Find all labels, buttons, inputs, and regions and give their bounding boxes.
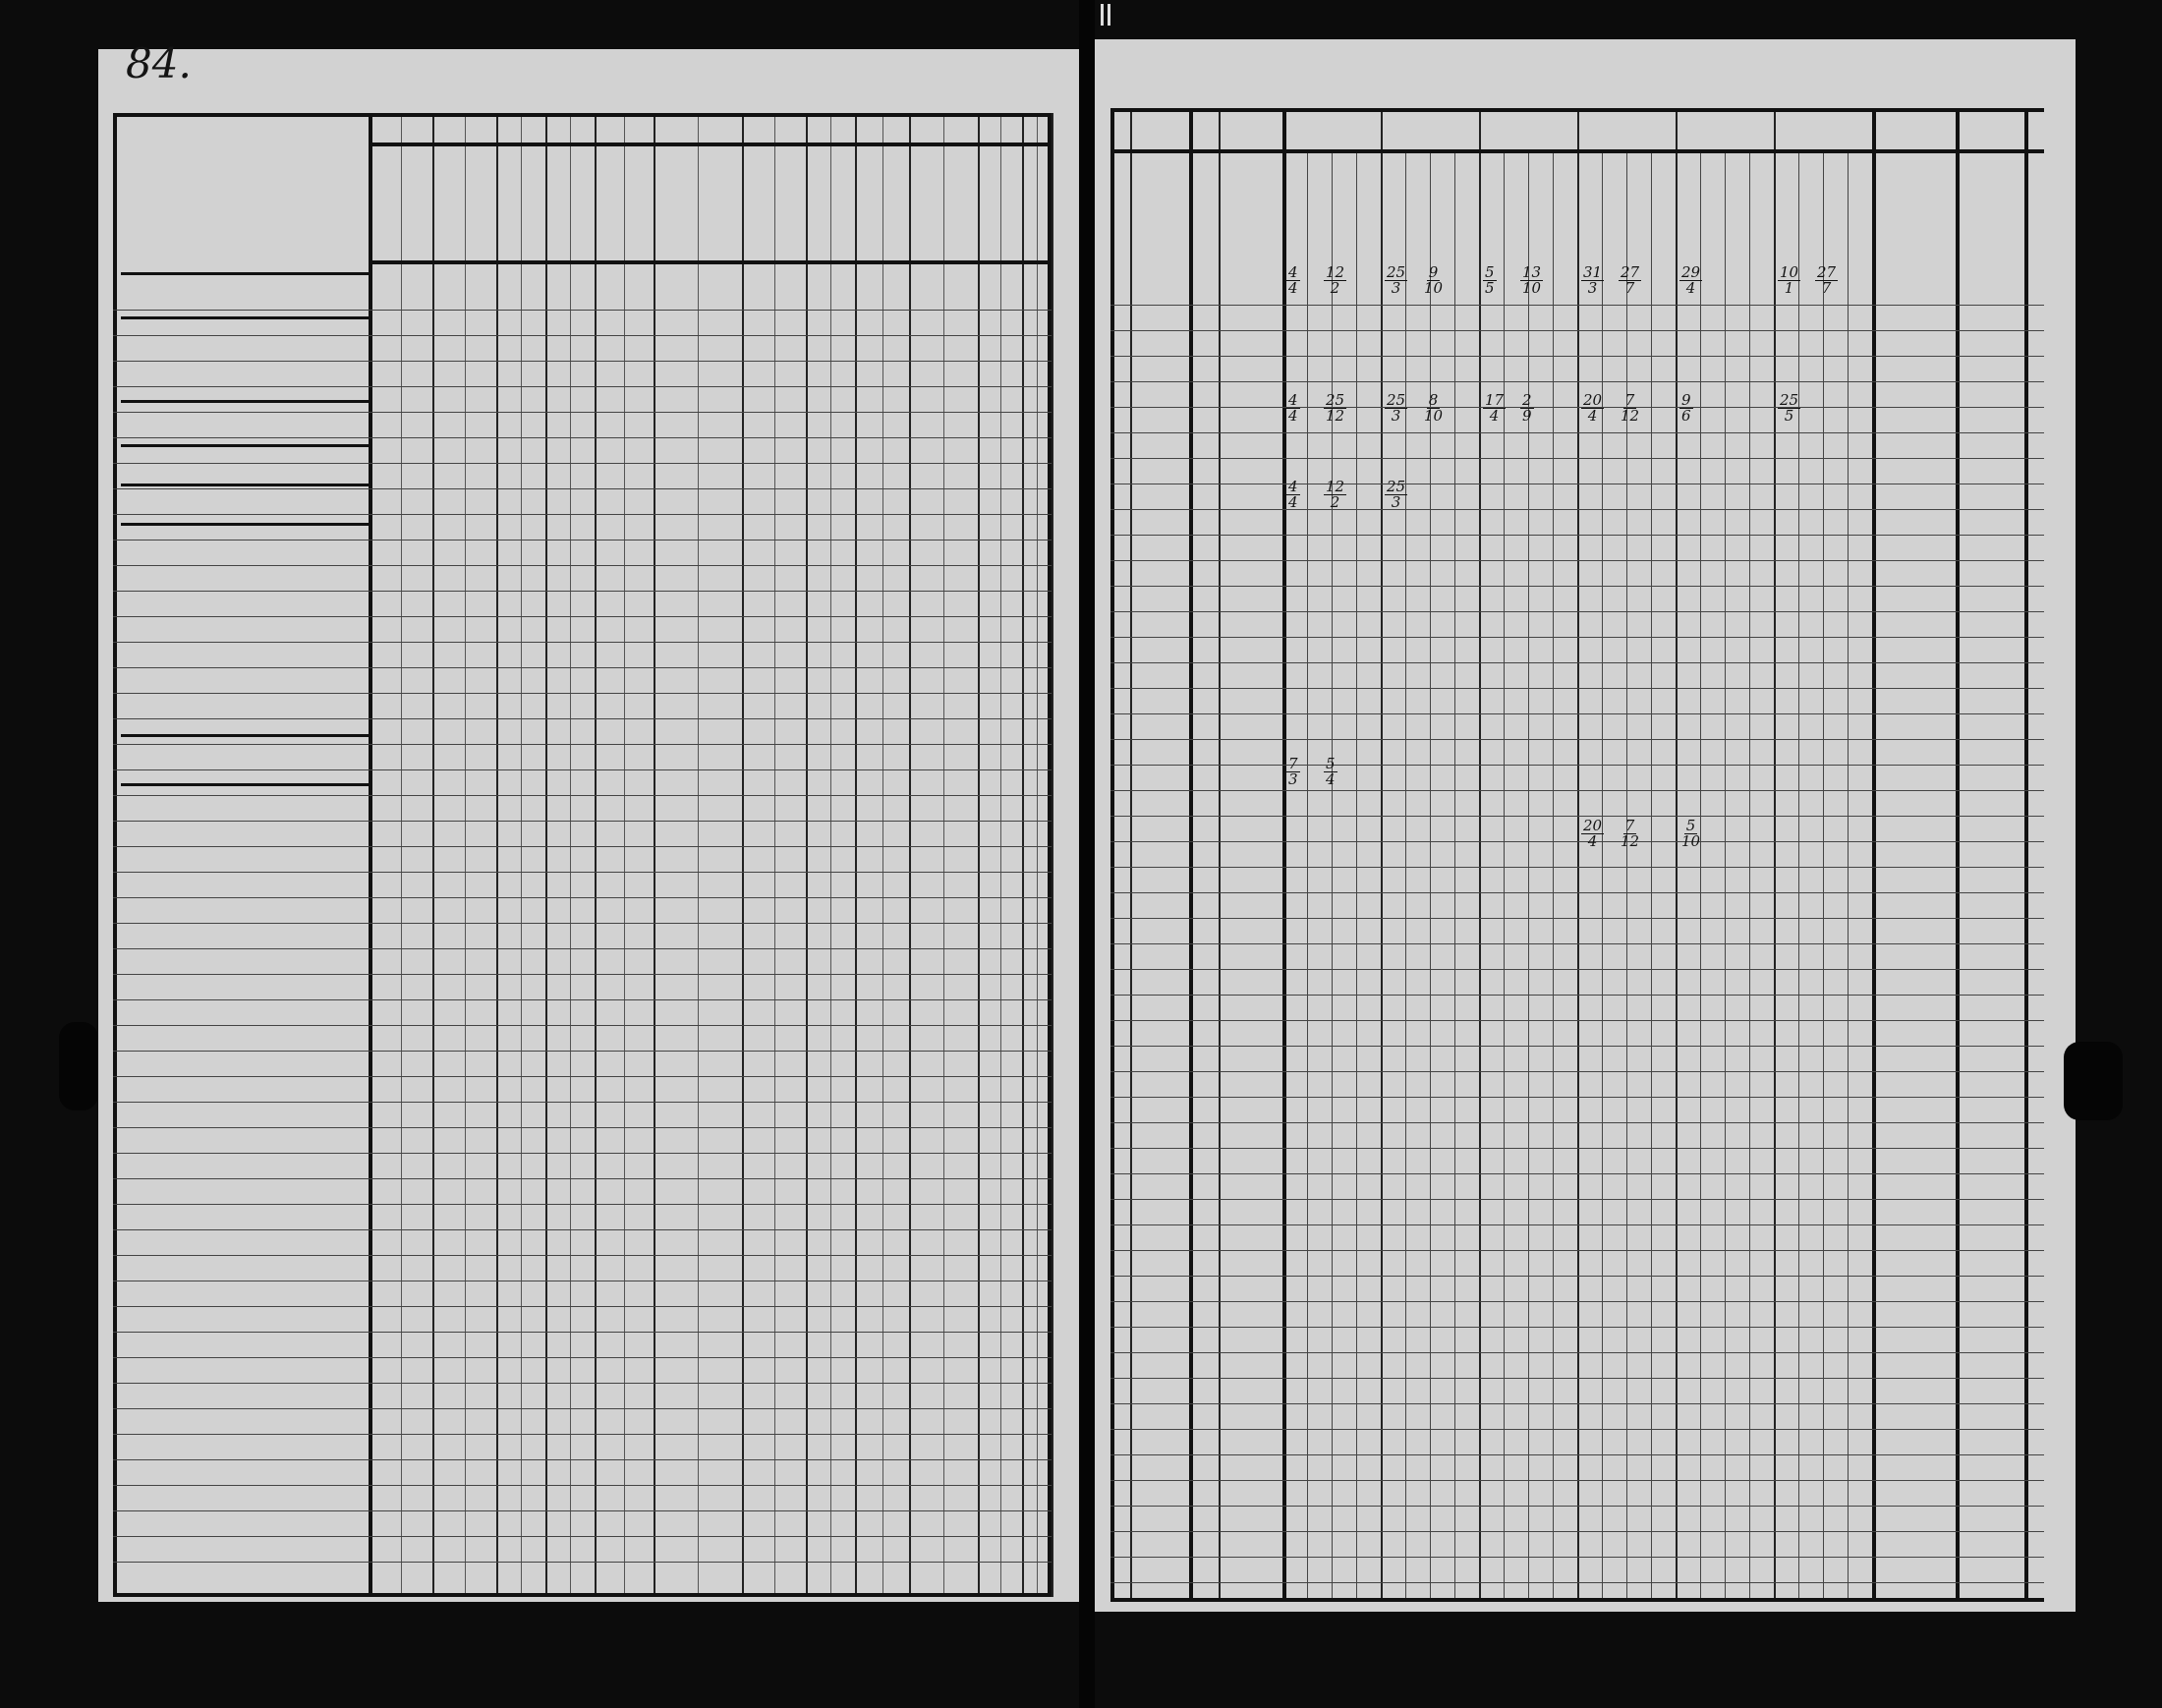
row-rule: [113, 897, 1052, 898]
communion-date: [1385, 393, 1407, 424]
year-subrule: [1430, 152, 1431, 1602]
communion-date: [1679, 819, 1702, 849]
communion-month: 7: [1624, 279, 1635, 297]
communion-date: [1286, 393, 1300, 424]
year-subrule: [1528, 152, 1529, 1602]
book-gutter: [1079, 0, 1095, 1708]
communion-date: [1483, 393, 1506, 424]
communion-date: [1778, 265, 1800, 296]
header-bottom-rule: [369, 260, 1052, 264]
row-rule: [113, 718, 1052, 719]
communion-day: 25: [1387, 263, 1406, 281]
row-rule: [1110, 509, 2044, 510]
row-rule: [113, 1076, 1052, 1077]
row-rule: [1110, 305, 2044, 306]
year-subrule: [1823, 152, 1824, 1602]
year-subrule: [1626, 152, 1627, 1602]
communion-date: [1422, 393, 1445, 424]
row-rule: [113, 591, 1052, 592]
binding-hole-left: [59, 1022, 98, 1110]
year-subrule: [1307, 152, 1308, 1602]
communion-month: 2: [1330, 279, 1340, 297]
person-name: [121, 482, 369, 486]
communion-day: 31: [1583, 263, 1603, 281]
communion-month: 12: [1326, 407, 1345, 425]
row-rule: [1110, 1046, 2044, 1047]
row-rule: [1110, 969, 2044, 970]
row-rule: [1110, 1454, 2044, 1455]
row-rule: [1110, 1301, 2044, 1302]
year-subrule: [1651, 152, 1652, 1602]
person-name: [121, 521, 369, 526]
catechism-table: [113, 113, 1052, 1597]
communion-month: 5: [1485, 279, 1495, 297]
row-rule: [113, 1051, 1052, 1052]
year-subrule: [1356, 152, 1357, 1602]
row-rule: [1110, 918, 2044, 919]
row-rule: [1110, 1557, 2044, 1558]
communion-month: 3: [1587, 279, 1598, 297]
row-rule: [113, 335, 1052, 336]
row-rule: [1110, 637, 2044, 638]
row-rule: [113, 974, 1052, 975]
communion-day: 2: [1522, 391, 1532, 409]
row-rule: [1110, 330, 2044, 331]
communion-date: [1679, 393, 1693, 424]
row-rule: [113, 386, 1052, 387]
communion-month: 3: [1391, 407, 1401, 425]
communion-date: [1520, 265, 1543, 296]
communion-day: 20: [1583, 817, 1603, 834]
row-rule: [113, 1332, 1052, 1333]
row-rule: [113, 412, 1052, 413]
gutter-mark: [1101, 4, 1110, 26]
year-subrule: [1553, 152, 1554, 1602]
row-rule: [1110, 356, 2044, 357]
year-subrule: [1798, 152, 1799, 1602]
communion-day: 29: [1681, 263, 1701, 281]
row-rule: [1110, 1276, 2044, 1277]
row-rule: [113, 1306, 1052, 1307]
communion-day: 25: [1387, 478, 1406, 495]
communion-month: 10: [1424, 279, 1444, 297]
communion-day: 7: [1624, 391, 1635, 409]
row-rule: [113, 1459, 1052, 1460]
row-rule: [113, 565, 1052, 566]
communion-day: 9: [1428, 263, 1439, 281]
communion-date: [1385, 265, 1407, 296]
row-rule: [1110, 1199, 2044, 1200]
row-rule: [113, 1357, 1052, 1358]
binding-hole-right: [2064, 1042, 2123, 1120]
communion-day: 12: [1326, 478, 1345, 495]
communion-day: 8: [1428, 391, 1439, 409]
communion-date: [1619, 265, 1641, 296]
row-rule: [1110, 1429, 2044, 1430]
row-rule: [1110, 688, 2044, 689]
row-rule: [1110, 1148, 2044, 1149]
communion-month: 2: [1330, 493, 1340, 511]
communion-month: 10: [1522, 279, 1542, 297]
row-rule: [113, 1102, 1052, 1103]
communion-date: [1815, 265, 1838, 296]
row-rule: [1110, 407, 2044, 408]
communion-month: 4: [1288, 493, 1298, 511]
table-border-bottom: [1110, 1598, 2044, 1602]
column-rule: [1052, 113, 1053, 1597]
row-rule: [113, 361, 1052, 362]
communion-day: 27: [1621, 263, 1640, 281]
communion-day: 27: [1817, 263, 1837, 281]
communion-month: 3: [1391, 279, 1401, 297]
communion-month: 5: [1784, 407, 1794, 425]
communion-day: 25: [1326, 391, 1345, 409]
row-rule: [113, 1485, 1052, 1486]
row-rule: [113, 1536, 1052, 1537]
communion-date: [1483, 265, 1497, 296]
row-rule: [1110, 586, 2044, 587]
communion-date: [1286, 480, 1300, 510]
row-rule: [1110, 381, 2044, 382]
row-rule: [113, 769, 1052, 770]
communion-date: [1324, 480, 1346, 510]
communion-month: 6: [1681, 407, 1691, 425]
row-rule: [113, 999, 1052, 1000]
communion-date: [1324, 265, 1346, 296]
row-rule: [1110, 816, 2044, 817]
person-name: [121, 270, 369, 275]
communion-date: [1385, 480, 1407, 510]
row-rule: [1110, 995, 2044, 996]
row-rule: [113, 1204, 1052, 1205]
communion-day: 5: [1326, 755, 1336, 772]
communion-month: 4: [1685, 279, 1696, 297]
row-rule: [1110, 1020, 2044, 1021]
row-rule: [1110, 662, 2044, 663]
communion-month: 4: [1587, 832, 1598, 850]
table-border-top: [1110, 108, 2044, 112]
row-rule: [113, 540, 1052, 541]
communion-month: 3: [1288, 770, 1298, 788]
row-rule: [1110, 1352, 2044, 1353]
row-rule: [113, 1562, 1052, 1563]
communion-day: 9: [1681, 391, 1691, 409]
communion-date: [1581, 819, 1604, 849]
row-rule: [1110, 560, 2044, 561]
communion-date: [1679, 265, 1702, 296]
year-subrule: [1725, 152, 1726, 1602]
page-number: 84.: [126, 39, 192, 87]
row-rule: [1110, 765, 2044, 766]
communion-day: 4: [1288, 263, 1298, 281]
row-rule: [113, 693, 1052, 694]
row-rule: [1110, 1480, 2044, 1481]
row-rule: [113, 872, 1052, 873]
year-subrule: [1848, 152, 1849, 1602]
person-name: [121, 781, 369, 786]
communion-day: 5: [1685, 817, 1696, 834]
row-rule: [1110, 1506, 2044, 1507]
row-rule: [113, 463, 1052, 464]
row-rule: [1110, 1378, 2044, 1379]
communion-day: 25: [1780, 391, 1799, 409]
row-rule: [1110, 841, 2044, 842]
communion-day: 4: [1288, 391, 1298, 409]
communion-day: 10: [1780, 263, 1799, 281]
row-rule: [113, 667, 1052, 668]
row-rule: [113, 488, 1052, 489]
person-name: [121, 732, 369, 737]
row-rule: [113, 1178, 1052, 1179]
row-rule: [113, 310, 1052, 311]
communion-day: 20: [1583, 391, 1603, 409]
row-rule: [113, 948, 1052, 949]
communion-date: [1619, 393, 1641, 424]
communion-day: 12: [1326, 263, 1345, 281]
header-rule: [1110, 149, 2044, 153]
communion-month: 10: [1424, 407, 1444, 425]
year-subrule: [1332, 152, 1333, 1602]
row-rule: [1110, 1403, 2044, 1404]
communion-month: 10: [1681, 832, 1701, 850]
communion-date: [1324, 393, 1346, 424]
communion-day: 5: [1485, 263, 1495, 281]
communion-month: 9: [1522, 407, 1532, 425]
row-rule: [113, 795, 1052, 796]
row-rule: [113, 1153, 1052, 1154]
row-rule: [113, 1229, 1052, 1230]
table-border-top: [113, 113, 1052, 117]
row-rule: [113, 616, 1052, 617]
communion-month: 3: [1391, 493, 1401, 511]
row-rule: [1110, 943, 2044, 944]
communion-month: 12: [1621, 407, 1640, 425]
communion-day: 4: [1288, 478, 1298, 495]
communion-date: [1581, 265, 1604, 296]
communion-month: 4: [1587, 407, 1598, 425]
communion-date: [1324, 757, 1337, 787]
row-rule: [113, 1383, 1052, 1384]
header-rule: [369, 142, 1052, 146]
person-name: [121, 398, 369, 403]
person-name: [121, 314, 369, 319]
row-rule: [1110, 1071, 2044, 1072]
row-rule: [1110, 535, 2044, 536]
row-rule: [1110, 611, 2044, 612]
year-subrule: [1504, 152, 1505, 1602]
communion-month: 4: [1489, 407, 1500, 425]
row-rule: [113, 1408, 1052, 1409]
row-rule: [1110, 790, 2044, 791]
row-rule: [113, 1025, 1052, 1026]
communion-day: 13: [1522, 263, 1542, 281]
communion-date: [1520, 393, 1534, 424]
row-rule: [1110, 1250, 2044, 1251]
attendance-table: [1110, 108, 2044, 1602]
table-border-bottom: [113, 1593, 1052, 1597]
row-rule: [1110, 713, 2044, 714]
row-rule: [1110, 458, 2044, 459]
row-rule: [1110, 1122, 2044, 1123]
row-rule: [1110, 739, 2044, 740]
communion-month: 7: [1821, 279, 1832, 297]
row-rule: [113, 1127, 1052, 1128]
communion-date: [1286, 265, 1300, 296]
communion-day: 17: [1485, 391, 1505, 409]
communion-date: [1619, 819, 1641, 849]
row-rule: [113, 1434, 1052, 1435]
row-rule: [113, 1510, 1052, 1511]
row-rule: [1110, 432, 2044, 433]
communion-day: 25: [1387, 391, 1406, 409]
row-rule: [113, 846, 1052, 847]
year-subrule: [1454, 152, 1455, 1602]
year-subrule: [1602, 152, 1603, 1602]
row-rule: [113, 642, 1052, 643]
row-rule: [113, 514, 1052, 515]
communion-day: 7: [1624, 817, 1635, 834]
row-rule: [1110, 1582, 2044, 1583]
communion-date: [1286, 757, 1300, 787]
year-subrule: [1749, 152, 1750, 1602]
communion-month: 12: [1621, 832, 1640, 850]
row-rule: [1110, 1327, 2044, 1328]
row-rule: [1110, 1097, 2044, 1098]
row-rule: [1110, 1531, 2044, 1532]
communion-date: [1422, 265, 1445, 296]
row-rule: [1110, 1173, 2044, 1174]
row-rule: [1110, 1224, 2044, 1225]
row-rule: [113, 437, 1052, 438]
communion-date: [1778, 393, 1800, 424]
communion-month: 4: [1288, 279, 1298, 297]
row-rule: [1110, 867, 2044, 868]
year-subrule: [1700, 152, 1701, 1602]
person-name: [121, 442, 369, 447]
communion-month: 4: [1326, 770, 1336, 788]
communion-date: [1581, 393, 1604, 424]
year-subrule: [1405, 152, 1406, 1602]
row-rule: [113, 744, 1052, 745]
communion-day: 7: [1288, 755, 1298, 772]
row-rule: [113, 923, 1052, 924]
row-rule: [113, 1255, 1052, 1256]
row-rule: [1110, 892, 2044, 893]
communion-month: 1: [1784, 279, 1794, 297]
row-rule: [113, 821, 1052, 822]
communion-month: 4: [1288, 407, 1298, 425]
